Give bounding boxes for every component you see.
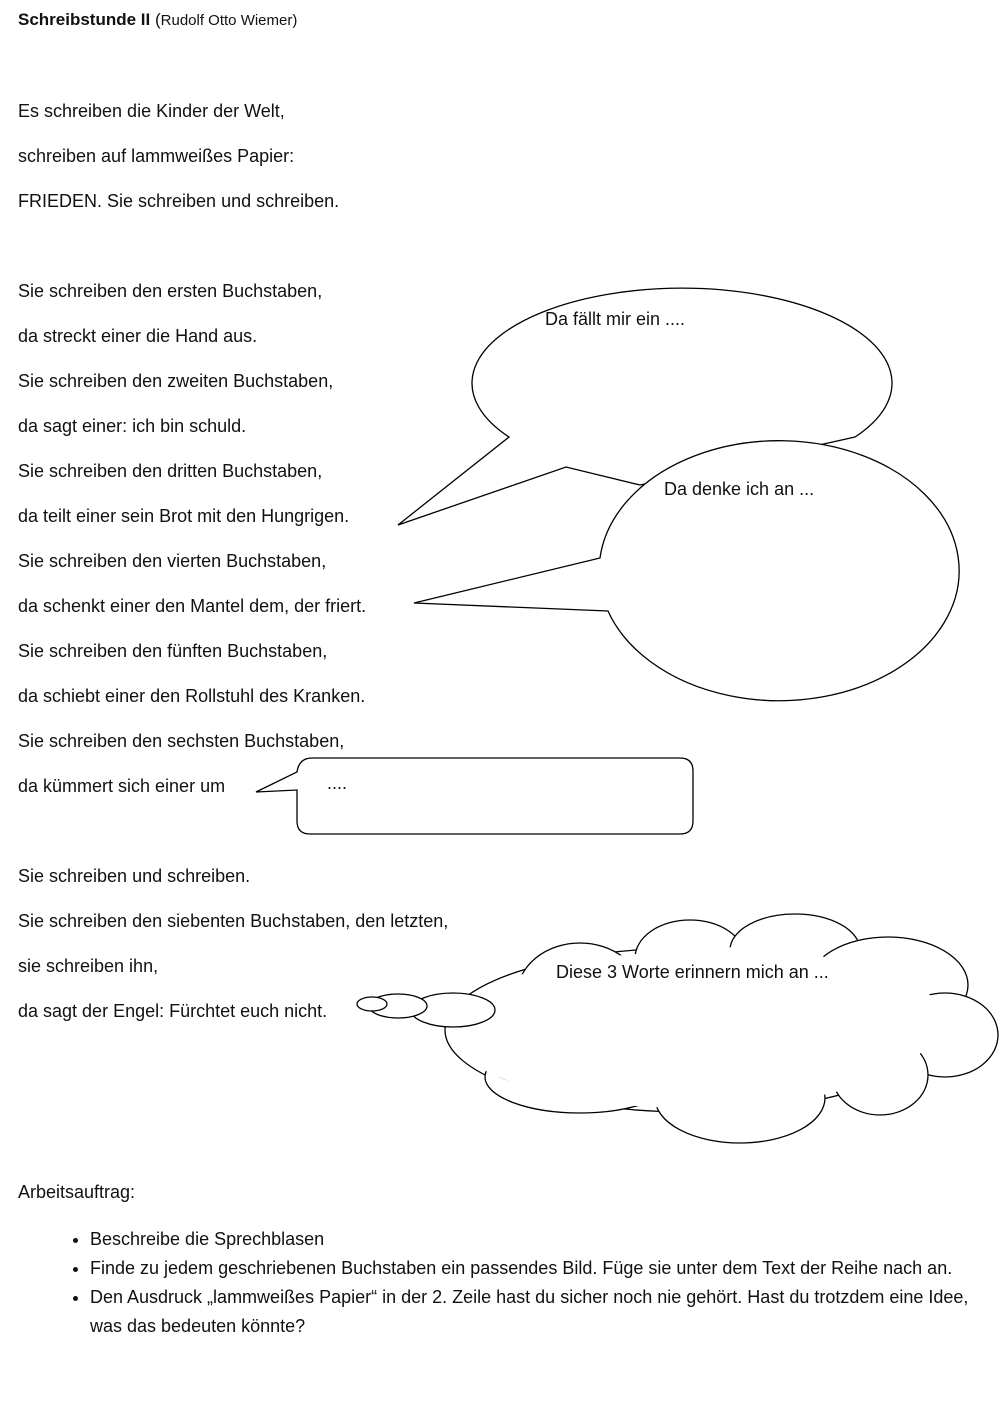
poem-line: Sie schreiben und schreiben. <box>18 866 251 886</box>
task-list <box>52 1225 970 1341</box>
poem-line: FRIEDEN. Sie schreiben und schreiben. <box>18 191 340 211</box>
task-item: • Beschreibe die Sprechblasen <box>90 1225 970 1254</box>
poem-line: da kümmert sich einer um <box>18 776 226 796</box>
speech-bubble-rect[interactable] <box>256 758 693 834</box>
poem-line: da sagt einer: ich bin schuld. <box>18 416 247 436</box>
poem-line: da teilt einer sein Brot mit den Hungrigen. <box>18 506 350 526</box>
poem-line: da schiebt einer den Rollstuhl des Kranken. <box>18 686 366 706</box>
task-item: • Den Ausdruck „lammweißes Papier“ in der 2. Zeile hast du sicher noch nie gehört. Hast du trotzdem eine Idee, was das bedeuten könnte? <box>90 1283 970 1341</box>
poem-line: Es schreiben die Kinder der Welt, <box>18 101 285 121</box>
task-heading: Arbeitsauftrag: <box>18 1182 136 1202</box>
poem-line: da streckt einer die Hand aus. <box>18 326 258 346</box>
bubble-2-text: Da denke ich an ... <box>664 479 815 499</box>
poem-line: Sie schreiben den siebenten Buchstaben, den letzten, <box>18 911 449 931</box>
author-prefix: ( <box>154 10 161 29</box>
poem-author: Rudolf Otto Wiemer) <box>160 12 298 29</box>
poem-line: da schenkt einer den Mantel dem, der friert. <box>18 596 367 616</box>
poem-line: sie schreiben ihn, <box>18 956 159 976</box>
task-item: • Finde zu jedem geschriebenen Buchstaben ein passendes Bild. Füge sie unter dem Text der Reihe nach an. <box>90 1254 970 1283</box>
poem-line: schreiben auf lammweißes Papier: <box>18 146 295 166</box>
poem-line: Sie schreiben den fünften Buchstaben, <box>18 641 328 661</box>
bubble-1-text: Da fällt mir ein .... <box>545 309 686 329</box>
thought-cloud[interactable] <box>445 914 998 1143</box>
poem-line: Sie schreiben den dritten Buchstaben, <box>18 461 323 481</box>
bubble-3-text: .... <box>327 773 348 793</box>
poem-line: Sie schreiben den ersten Buchstaben, <box>18 281 323 301</box>
poem-line: Sie schreiben den sechsten Buchstaben, <box>18 731 345 751</box>
thought-trail <box>357 993 495 1027</box>
cloud-text: Diese 3 Worte erinnern mich an ... <box>556 962 829 982</box>
poem-line: Sie schreiben den vierten Buchstaben, <box>18 551 327 571</box>
poem-title: Schreibstunde II <box>18 10 151 29</box>
poem-line: da sagt der Engel: Fürchtet euch nicht. <box>18 1001 328 1021</box>
poem-line: Sie schreiben den zweiten Buchstaben, <box>18 371 334 391</box>
